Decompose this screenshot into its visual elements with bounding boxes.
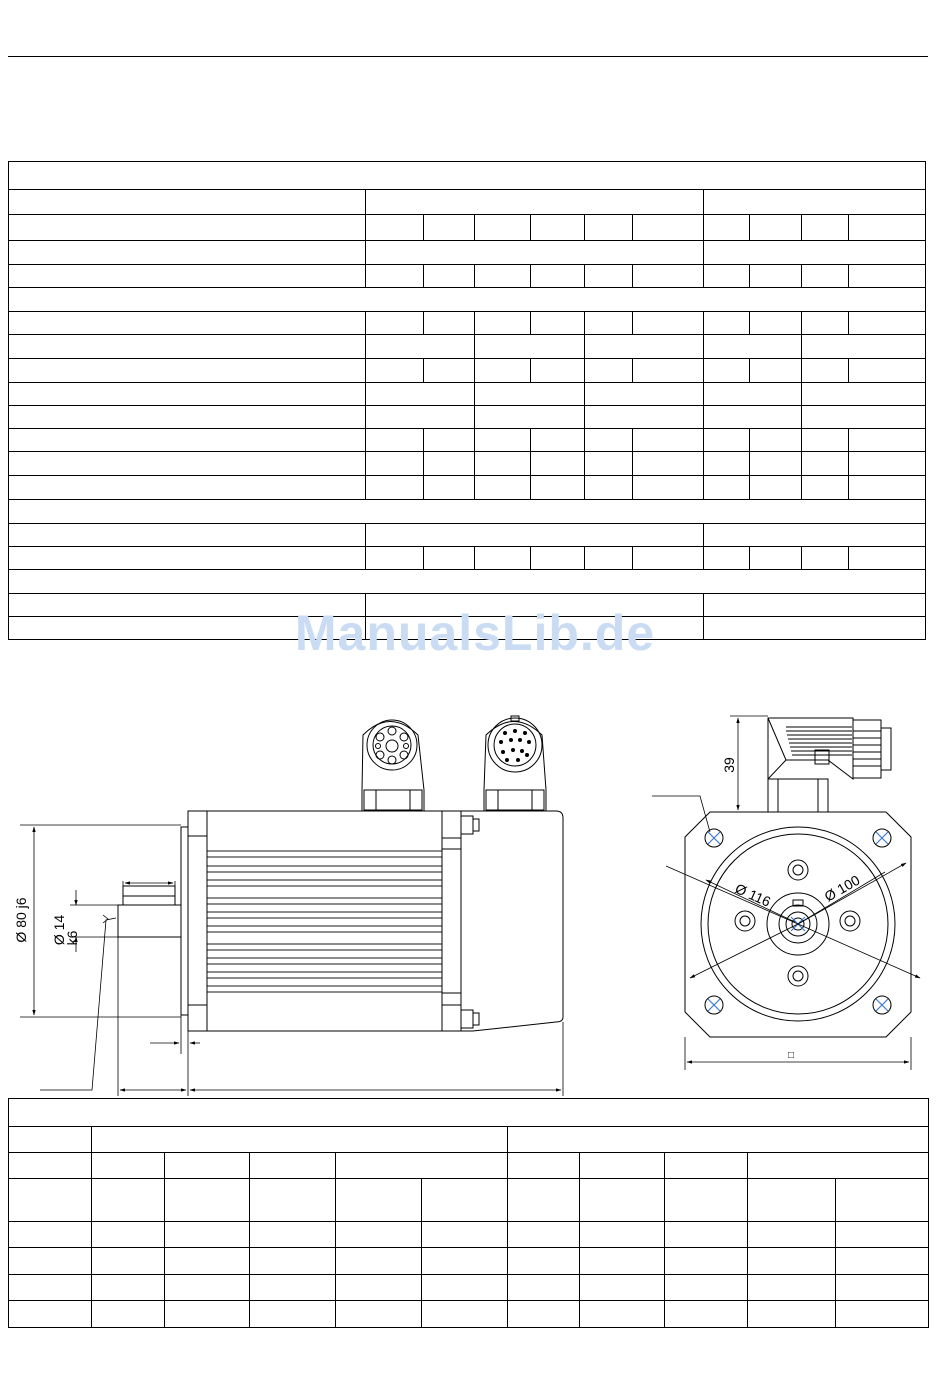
table-row: [9, 1301, 929, 1328]
table-cell: [508, 1153, 580, 1179]
table-cell: [580, 1301, 665, 1328]
table-title-cell: [9, 1099, 929, 1127]
svg-text:39: 39: [721, 757, 737, 773]
table-cell: [580, 1179, 665, 1222]
table-row: [9, 1179, 929, 1222]
table-cell: [250, 1222, 336, 1248]
table-cell: [836, 1275, 929, 1301]
table-cell: [508, 1127, 929, 1153]
table-row: [9, 1222, 929, 1248]
table-cell: [665, 1179, 748, 1222]
table-cell: [92, 1301, 165, 1328]
bolt-circle-label: [733, 880, 774, 910]
watermark: ManualsLib.de: [294, 605, 656, 661]
table-cell: [748, 1301, 836, 1328]
flange-diameter-label: [13, 897, 29, 942]
front-view-dimensions: [652, 716, 920, 1070]
table-cell: [9, 1301, 92, 1328]
table-cell: [748, 1248, 836, 1275]
table-cell: [250, 1301, 336, 1328]
table-cell: [165, 1301, 250, 1328]
table-cell: [9, 1127, 92, 1153]
square-size-label: □: [787, 1050, 795, 1061]
table-cell: [92, 1275, 165, 1301]
motor-side-view: [118, 811, 563, 1031]
svg-text:Ø 14: Ø 14: [51, 914, 67, 946]
table-cell: [92, 1248, 165, 1275]
table-cell: [665, 1248, 748, 1275]
table-cell: [9, 1222, 92, 1248]
table-row: [9, 1275, 929, 1301]
shaft-tolerance-label: [64, 930, 80, 945]
centering-diameter-label: [822, 872, 863, 905]
table-cell: [580, 1275, 665, 1301]
table-cell: [665, 1153, 748, 1179]
table-cell: [836, 1301, 929, 1328]
table-cell: [165, 1248, 250, 1275]
table-cell: [508, 1248, 580, 1275]
table-cell: [580, 1248, 665, 1275]
table-cell: [580, 1222, 665, 1248]
table-cell: [422, 1248, 508, 1275]
table-cell: [508, 1301, 580, 1328]
table-cell: [508, 1275, 580, 1301]
svg-text:Ø 116: Ø 116: [732, 880, 774, 910]
power-connector: [362, 720, 424, 811]
table-cell: [336, 1275, 422, 1301]
table-cell: [665, 1275, 748, 1301]
table-cell: [336, 1179, 422, 1222]
table-cell: [422, 1222, 508, 1248]
table-cell: [665, 1222, 748, 1248]
table-cell: [9, 1153, 92, 1179]
table-cell: [92, 1179, 165, 1222]
table-cell: [9, 1275, 92, 1301]
table-cell: [748, 1179, 836, 1222]
table-cell: [250, 1275, 336, 1301]
table-cell: [748, 1153, 929, 1179]
table-cell: [9, 1248, 92, 1275]
svg-text:k6: k6: [64, 930, 80, 946]
table-cell: [336, 1222, 422, 1248]
table-cell: [422, 1301, 508, 1328]
table-row: [9, 1127, 929, 1153]
table-cell: [422, 1275, 508, 1301]
table-cell: [508, 1222, 580, 1248]
table-cell: [92, 1153, 165, 1179]
table-cell: [748, 1275, 836, 1301]
table-cell: [748, 1222, 836, 1248]
table-cell: [508, 1179, 580, 1222]
table-cell: [165, 1153, 250, 1179]
table-cell: [92, 1127, 508, 1153]
table-cell: [250, 1153, 336, 1179]
table-cell: [336, 1248, 422, 1275]
table-cell: [250, 1248, 336, 1275]
table-cell: [165, 1275, 250, 1301]
svg-text:Ø 80 j6: Ø 80 j6: [13, 897, 29, 943]
table-cell: [165, 1179, 250, 1222]
table-cell: [9, 1179, 92, 1222]
table-cell: [580, 1153, 665, 1179]
table-cell: [336, 1153, 508, 1179]
table-row: [9, 1248, 929, 1275]
table-cell: [836, 1179, 929, 1222]
table-cell: [836, 1222, 929, 1248]
table-row: [9, 1099, 929, 1127]
svg-text:Ø 100: Ø 100: [821, 871, 863, 905]
table-cell: [92, 1222, 165, 1248]
table-cell: [336, 1301, 422, 1328]
signal-connector: [484, 716, 546, 811]
table-cell: [665, 1301, 748, 1328]
connector-height-label: [721, 757, 737, 773]
dimension-table: [8, 1098, 929, 1328]
table-cell: [422, 1179, 508, 1222]
table-row: [9, 1153, 929, 1179]
table-cell: [836, 1248, 929, 1275]
table-cell: [165, 1222, 250, 1248]
table-cell: [250, 1179, 336, 1222]
